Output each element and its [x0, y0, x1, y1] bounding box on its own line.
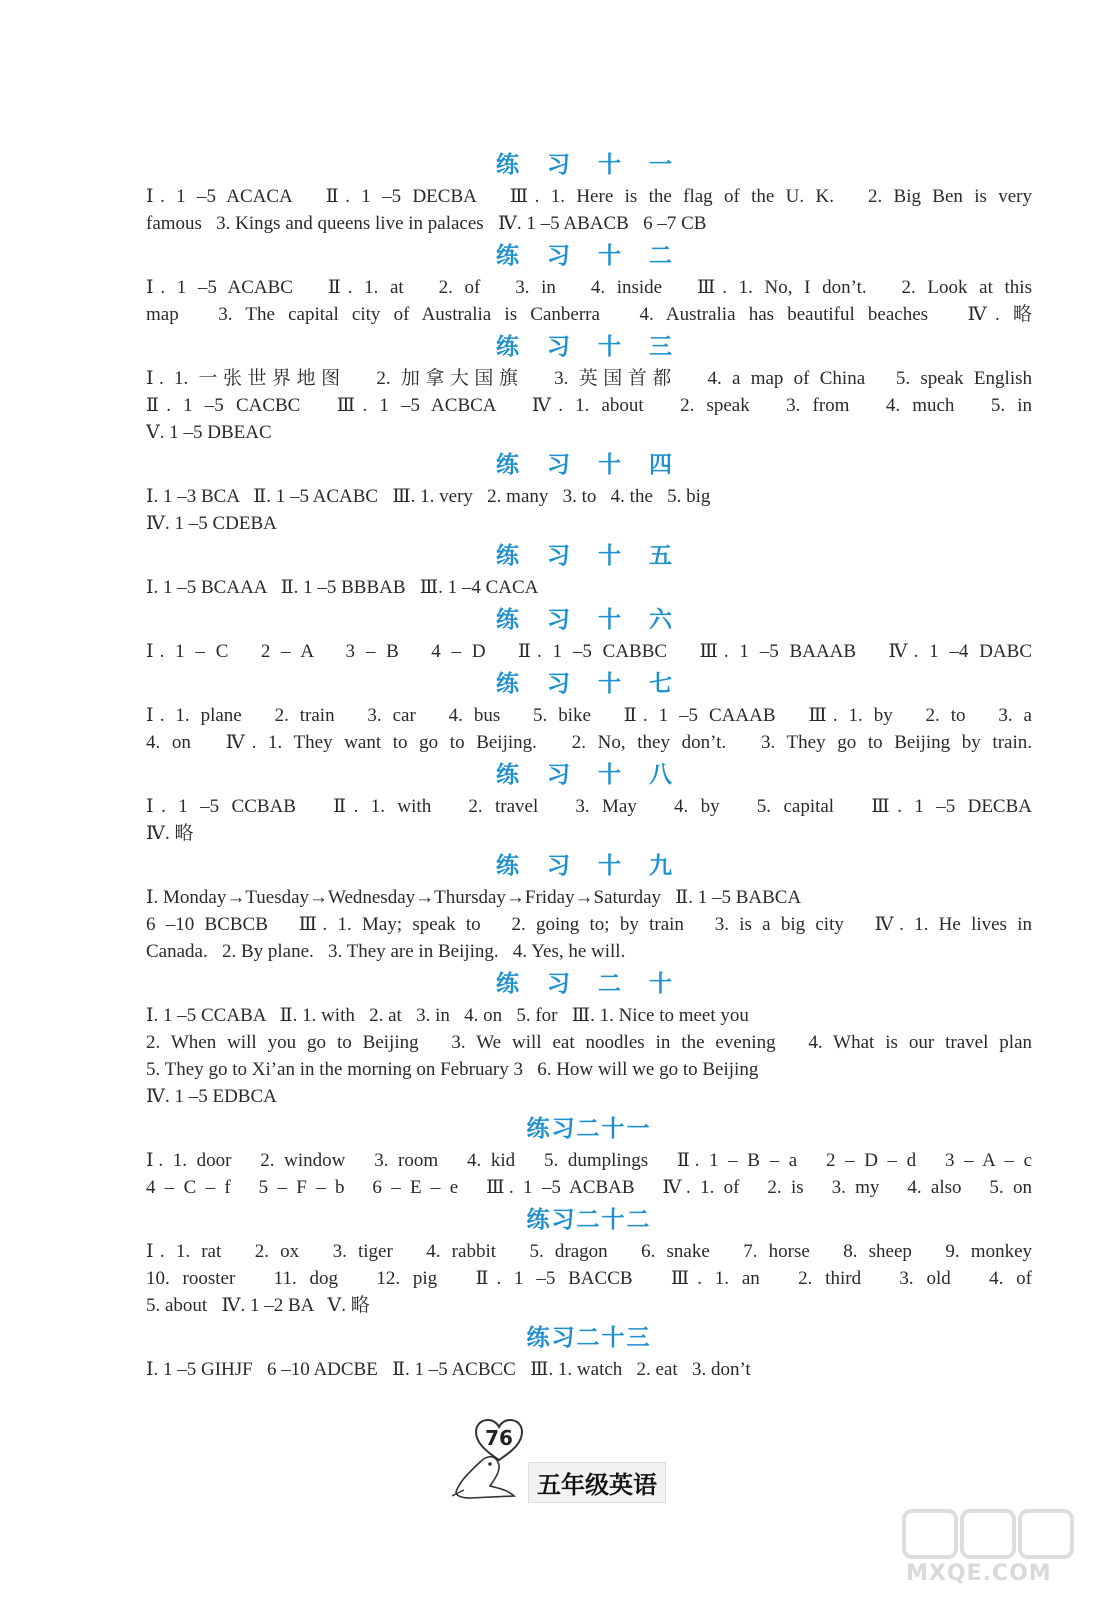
exercise-heading: 练 习 十 五: [495, 543, 683, 569]
exercise-heading: 练 习 十 六: [495, 607, 683, 633]
exercise-section: [146, 450, 1032, 537]
exercise-heading: 练习二十二: [526, 1207, 652, 1233]
answer-line: Ⅰ. 1 –5 CCBAB Ⅱ. 1. with 2. travel 3. May 4. by 5. capital Ⅲ. 1 –5 DECBA: [146, 796, 1032, 817]
answer-line: Ⅰ. Monday→Tuesday→Wednesday→Thursday→Friday→Saturday Ⅱ. 1 –5 BABCA: [146, 887, 802, 908]
exercise-section: [146, 760, 1032, 847]
exercise-section: [146, 1205, 1032, 1319]
answer-line: Ⅳ. 1 –5 CDEBA: [146, 513, 277, 534]
answer-line: Ⅰ. 1 –3 BCA Ⅱ. 1 –5 ACABC Ⅲ. 1. very 2. many 3. to 4. the 5. big: [146, 486, 711, 507]
answer-line: Ⅰ. 1 –5 CCABA Ⅱ. 1. with 2. at 3. in 4. on 5. for Ⅲ. 1. Nice to meet you: [146, 1005, 749, 1026]
exercise-section: [146, 1114, 1032, 1201]
exercise-section: [146, 1323, 1032, 1383]
exercise-section: [146, 669, 1032, 756]
book-title: 五年级英语: [528, 1462, 666, 1503]
answer-line: map 3. The capital city of Australia is Canberra 4. Australia has beautiful beaches Ⅳ. 略: [146, 304, 1032, 325]
exercise-heading: 练 习 十 二: [495, 243, 683, 269]
answer-key: [146, 146, 1032, 1383]
exercise-heading: 练 习 十 九: [495, 853, 683, 879]
watermark-logo-icon: [900, 1505, 1080, 1565]
exercise-section: [146, 969, 1032, 1110]
answer-line: 10. rooster 11. dog 12. pig Ⅱ. 1 –5 BACCB Ⅲ. 1. an 2. third 3. old 4. of: [146, 1268, 1032, 1289]
answer-line: Ⅰ. 1 –5 ACABC Ⅱ. 1. at 2. of 3. in 4. inside Ⅲ. 1. No, I don’t. 2. Look at this: [146, 277, 1032, 298]
exercise-heading: 练 习 十 一: [495, 152, 683, 178]
page-footer: [450, 1418, 690, 1508]
answer-line: 5. They go to Xi’an in the morning on February 3 6. How will we go to Beijing: [146, 1059, 759, 1080]
answer-line: Ⅰ. 1 –5 GIHJF 6 –10 ADCBE Ⅱ. 1 –5 ACBCC Ⅲ. 1. watch 2. eat 3. don’t: [146, 1359, 751, 1380]
exercise-section: [146, 332, 1032, 446]
exercise-heading: 练 习 二 十: [495, 971, 683, 997]
answer-line: 5. about Ⅳ. 1 –2 BA Ⅴ. 略: [146, 1295, 370, 1316]
exercise-section: [146, 541, 1032, 601]
exercise-heading: 练 习 十 四: [495, 452, 683, 478]
exercise-section: [146, 851, 1032, 965]
exercise-heading: 练 习 十 七: [495, 671, 683, 697]
answer-line: Ⅰ. 1 –5 ACACA Ⅱ. 1 –5 DECBA Ⅲ. 1. Here is the flag of the U. K. 2. Big Ben is very: [146, 186, 1032, 207]
answer-line: Ⅳ. 1 –5 EDBCA: [146, 1086, 277, 1107]
answer-line: Ⅰ. 1. door 2. window 3. room 4. kid 5. dumplings Ⅱ. 1 – B – a 2 – D – d 3 – A – c: [146, 1150, 1032, 1171]
exercise-section: [146, 605, 1032, 665]
answer-line: Ⅴ. 1 –5 DBEAC: [146, 422, 272, 443]
answer-line: Ⅰ. 1 – C 2 – A 3 – B 4 – D Ⅱ. 1 –5 CABBC Ⅲ. 1 –5 BAAAB Ⅳ. 1 –4 DABC: [146, 641, 1032, 662]
site-watermark: [900, 1505, 1090, 1595]
exercise-section: [146, 241, 1032, 328]
answer-line: 2. When will you go to Beijing 3. We will eat noodles in the evening 4. What is our travel plan: [146, 1032, 1032, 1053]
answer-line: Ⅰ. 1. plane 2. train 3. car 4. bus 5. bike Ⅱ. 1 –5 CAAAB Ⅲ. 1. by 2. to 3. a: [146, 705, 1032, 726]
answer-line: Ⅰ. 1 –5 BCAAA Ⅱ. 1 –5 BBBAB Ⅲ. 1 –4 CACA: [146, 577, 539, 598]
exercise-heading: 练习二十一: [526, 1116, 652, 1142]
answer-line: 4. on Ⅳ. 1. They want to go to Beijing. 2. No, they don’t. 3. They go to Beijing by train.: [146, 732, 1032, 753]
answer-line: Ⅰ. 1. rat 2. ox 3. tiger 4. rabbit 5. dragon 6. snake 7. horse 8. sheep 9. monkey: [146, 1241, 1032, 1262]
answer-line: 6 –10 BCBCB Ⅲ. 1. May; speak to 2. going to; by train 3. is a big city Ⅳ. 1. He lives in: [146, 914, 1032, 935]
exercise-section: [146, 150, 1032, 237]
exercise-heading: 练 习 十 八: [495, 762, 683, 788]
answer-line: Ⅰ. 1. 一张世界地图 2. 加拿大国旗 3. 英国首都 4. a map of China 5. speak English: [146, 368, 1032, 389]
answer-line: famous 3. Kings and queens live in palaces Ⅳ. 1 –5 ABACB 6 –7 CB: [146, 213, 707, 234]
answer-line: Canada. 2. By plane. 3. They are in Beijing. 4. Yes, he will.: [146, 941, 626, 962]
page-number: 76: [485, 1426, 513, 1450]
answer-line: 4 – C – f 5 – F – b 6 – E – e Ⅲ. 1 –5 ACBAB Ⅳ. 1. of 2. is 3. my 4. also 5. on: [146, 1177, 1032, 1198]
answer-line: Ⅳ. 略: [146, 823, 194, 844]
exercise-heading: 练习二十三: [526, 1325, 652, 1351]
exercise-heading: 练 习 十 三: [495, 334, 683, 360]
watermark-text: MXQE.COM: [906, 1561, 1052, 1586]
answer-line: Ⅱ. 1 –5 CACBC Ⅲ. 1 –5 ACBCA Ⅳ. 1. about 2. speak 3. from 4. much 5. in: [146, 395, 1032, 416]
